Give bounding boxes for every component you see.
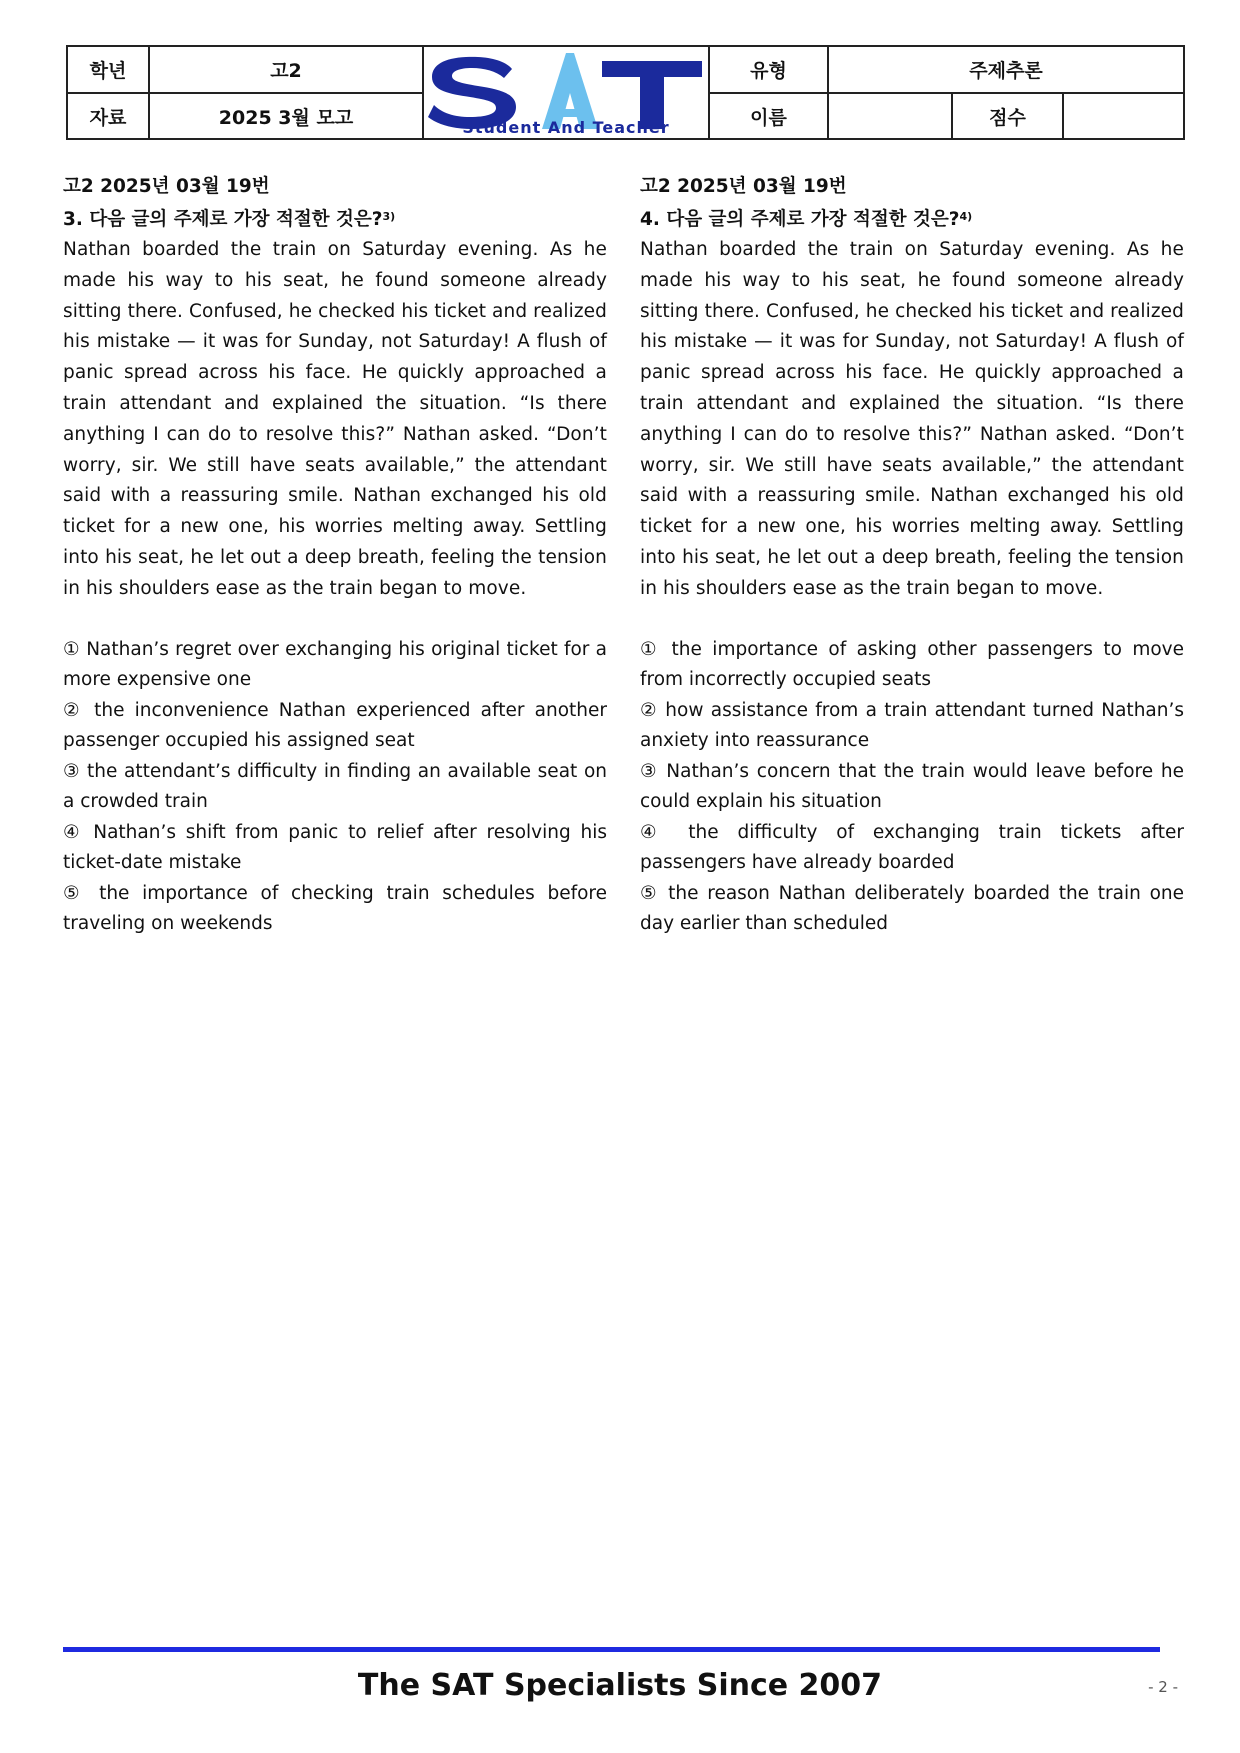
- footnote-marker: 3): [382, 210, 396, 223]
- choice-3[interactable]: ③ the attendant’s difficulty in finding an available seat on a crowded train: [63, 760, 607, 813]
- question-source: 고2 2025년 03월 19번: [640, 176, 847, 197]
- grade-label: 학년: [89, 60, 127, 82]
- footer-title: The SAT Specialists Since 2007: [357, 1668, 883, 1703]
- question-3: [63, 172, 607, 940]
- choice-list: [63, 635, 607, 940]
- choice-4[interactable]: ④ Nathan’s shift from panic to relief after resolving his ticket-date mistake: [63, 821, 607, 874]
- choice-1[interactable]: ① the importance of asking other passengers to move from incorrectly occupied seats: [640, 638, 1184, 691]
- choice-5[interactable]: ⑤ the reason Nathan deliberately boarded the train one day earlier than scheduled: [640, 882, 1184, 935]
- choice-3[interactable]: ③ Nathan’s concern that the train would leave before he could explain his situation: [640, 760, 1184, 813]
- choice-2[interactable]: ② how assistance from a train attendant turned Nathan’s anxiety into reassurance: [640, 699, 1184, 752]
- grade-value: 고2: [270, 60, 302, 82]
- choice-2[interactable]: ② the inconvenience Nathan experienced after another passenger occupied his assigned seat: [63, 699, 607, 752]
- sat-logo: [424, 47, 708, 138]
- question-title: [63, 202, 607, 235]
- material-value: 2025 3월 모고: [218, 106, 354, 129]
- page-number: - 2 -: [1148, 1678, 1178, 1696]
- choice-list: [640, 635, 1184, 940]
- question-title-text: 3. 다음 글의 주제로 가장 적절한 것은?: [63, 209, 383, 230]
- header-table: [66, 45, 1185, 140]
- question-title-text: 4. 다음 글의 주제로 가장 적절한 것은?: [640, 209, 960, 230]
- choice-5[interactable]: ⑤ the importance of checking train schedules before traveling on weekends: [63, 882, 607, 935]
- type-label: 유형: [750, 60, 787, 82]
- question-source: 고2 2025년 03월 19번: [63, 176, 270, 197]
- name-label: 이름: [750, 106, 787, 129]
- question-title: [640, 202, 1184, 235]
- question-4: [640, 172, 1184, 940]
- footer-rule: [63, 1647, 1160, 1652]
- type-value: 주제추론: [969, 60, 1043, 82]
- material-label: 자료: [89, 106, 127, 129]
- choice-4[interactable]: ④ the difficulty of exchanging train tickets after passengers have already boarded: [640, 821, 1184, 874]
- logo-subtitle: Student And Teacher: [462, 118, 670, 137]
- question-passage: Nathan boarded the train on Saturday evening. As he made his way to his seat, he found someone already sitting there. Confused, he checked his ticket and realized his mistake — it was for Sunday, not Saturday! A flush of panic spread across his face. He quickly approached a train attendant and explained the situation. “Is there anything I can do to resolve this?” Nathan asked. “Don’t worry, sir. We still have seats available,” the attendant said with a reassuring smile. Nathan exchanged his old ticket for a new one, his worries melting away. Settling into his seat, he let out a deep breath, feeling the tension in his shoulders ease as the train began to move.: [63, 239, 607, 599]
- score-field[interactable]: [1064, 94, 1183, 138]
- score-label: 점수: [989, 106, 1026, 129]
- footnote-marker: 4): [959, 210, 973, 223]
- question-passage: Nathan boarded the train on Saturday evening. As he made his way to his seat, he found someone already sitting there. Confused, he checked his ticket and realized his mistake — it was for Sunday, not Saturday! A flush of panic spread across his face. He quickly approached a train attendant and explained the situation. “Is there anything I can do to resolve this?” Nathan asked. “Don’t worry, sir. We still have seats available,” the attendant said with a reassuring smile. Nathan exchanged his old ticket for a new one, his worries melting away. Settling into his seat, he let out a deep breath, feeling the tension in his shoulders ease as the train began to move.: [640, 239, 1184, 599]
- name-field[interactable]: [829, 94, 951, 138]
- choice-1[interactable]: ① Nathan’s regret over exchanging his original ticket for a more expensive one: [63, 638, 607, 691]
